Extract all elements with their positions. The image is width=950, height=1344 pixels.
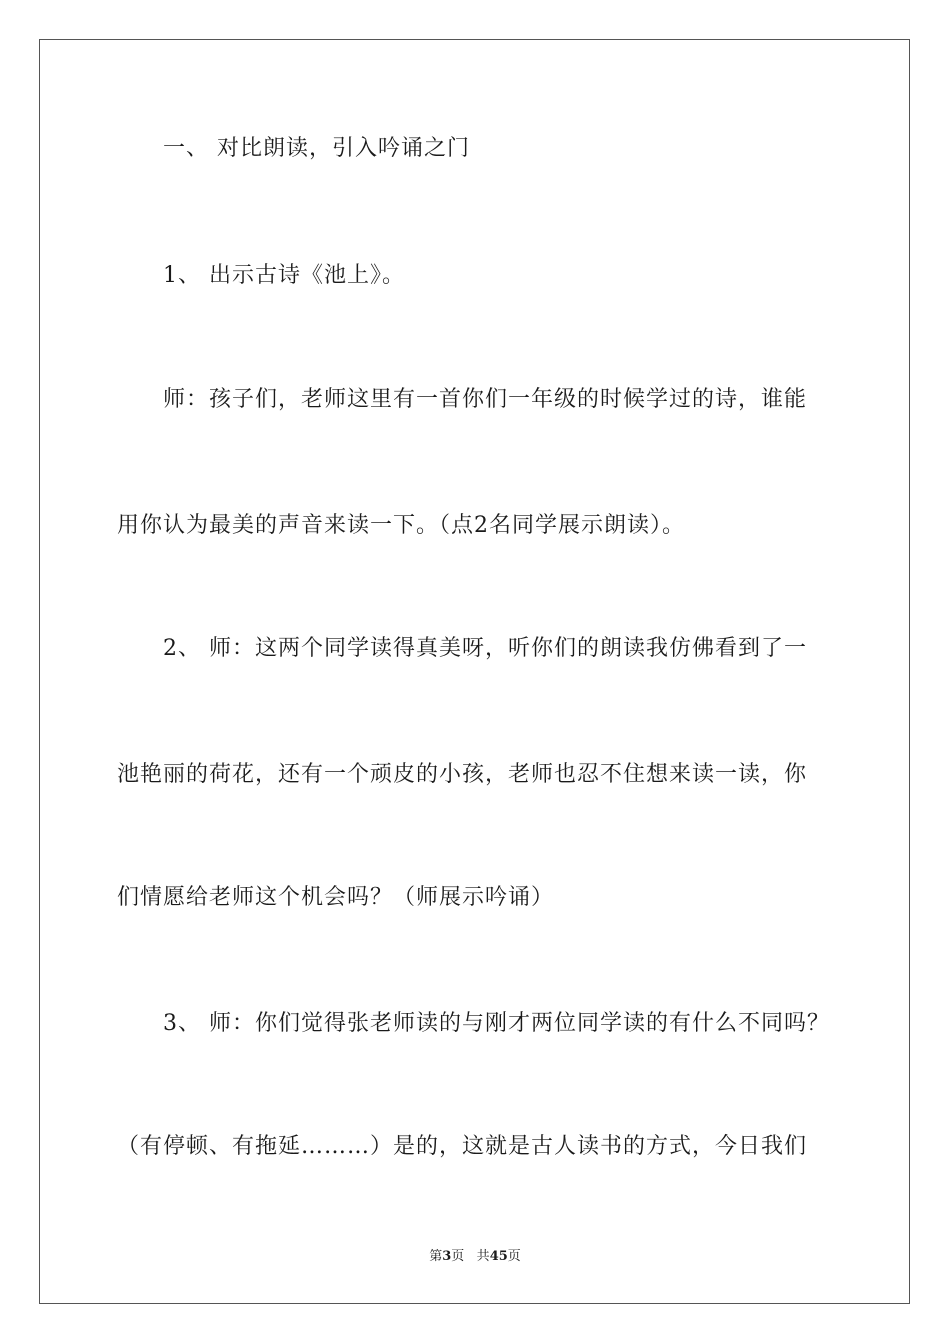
section-heading: 一、 对比朗读，引入吟诵之门 [163, 136, 470, 161]
total-suffix: 页 [507, 1249, 521, 1264]
page-border [39, 39, 910, 1304]
paragraph-line: 池艳丽的荷花，还有一个顽皮的小孩，老师也忍不住想来读一读，你 [117, 762, 808, 787]
page-prefix: 第 [429, 1249, 443, 1264]
page-suffix: 页 [451, 1249, 465, 1264]
page-total: 45 [489, 1249, 508, 1264]
paragraph-line: 们情愿给老师这个机会吗？（师展示吟诵） [117, 885, 555, 910]
paragraph-line: （有停顿、有拖延………）是的，这就是古人读书的方式，今日我们 [117, 1134, 808, 1159]
step-2-line: 2、 师：这两个同学读得真美呀，听你们的朗读我仿佛看到了一 [163, 636, 807, 661]
paragraph-line: 师：孩子们，老师这里有一首你们一年级的时候学过的诗，谁能 [163, 387, 808, 412]
page-footer [0, 1248, 950, 1266]
page-number: 3 [442, 1249, 452, 1264]
total-prefix: 共 [476, 1249, 490, 1264]
paragraph-line: 用你认为最美的声音来读一下。（点2名同学展示朗读）。 [117, 513, 685, 538]
step-3-line: 3、 师：你们觉得张老师读的与刚才两位同学读的有什么不同吗？ [163, 1011, 830, 1036]
step-1-line: 1、 出示古诗《池上》。 [163, 263, 405, 288]
